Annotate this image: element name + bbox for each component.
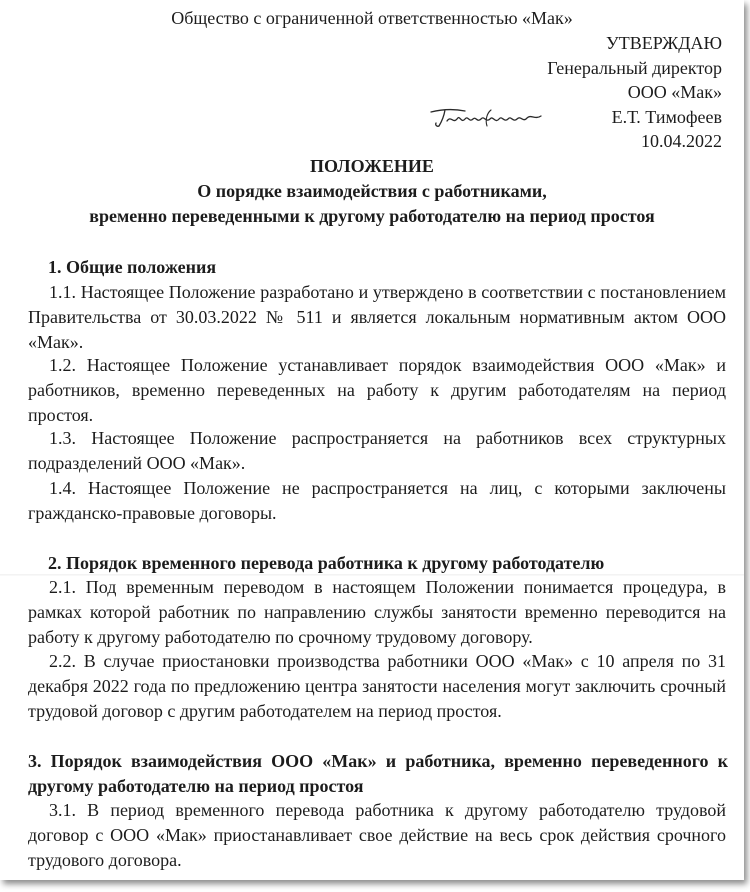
approve-word: УТВЕРЖДАЮ [605, 33, 722, 53]
paragraph-1-3: 1.3. Настоящее Положение распространяется на работников всех структурных подразделений ООО «Мак». [28, 428, 726, 473]
paragraph-2-1: 2.1. Под временным переводом в настоящем Положении понимается процедура, в рамках которой работник по направлению службы занятости временно переводится на работу к другому работодателю по срочному трудовому договору. [28, 577, 726, 647]
title-line-2: временно переведенными к другому работодателю на период простоя [89, 206, 655, 226]
document-title [0, 154, 744, 229]
paragraph-1-1: 1.1. Настоящее Положение разработано и утверждено в соответствии с постановлением Правительства от 30.03.2022 № 511 и является локальным нормативным актом ООО «Мак». [28, 282, 726, 352]
paragraph-3-1: 3.1. В период временного перевода работника к другому работодателю трудовой договор с ООО «Мак» приостанавливает свое действие на весь срок действия срочного трудового договора. [28, 800, 726, 870]
document-type: ПОЛОЖЕНИЕ [310, 156, 434, 176]
approver-company: ООО «Мак» [627, 82, 722, 102]
signature-line [547, 105, 722, 130]
paragraph-1-2: 1.2. Настоящее Положение устанавливает порядок взаимодействия ООО «Мак» и работников, временно переведенных на работу к другим работодателям на период простоя. [28, 355, 726, 425]
paragraph-1-4: 1.4. Настоящее Положение не распространяется на лиц, с которыми заключены гражданско-правовые договоры. [28, 478, 726, 523]
approval-date: 10.04.2022 [641, 131, 722, 151]
handwritten-signature [429, 106, 545, 128]
section-1-heading: 1. Общие положения [48, 257, 217, 277]
paragraph-2-2: 2.2. В случае приостановки производства работники ООО «Мак» с 10 апреля по 31 декабря 2022 года по предложению центра занятости населения могут заключить срочный трудовой договор с другим работодателем на период простоя. [28, 651, 726, 721]
approver-position: Генеральный директор [547, 57, 722, 78]
approval-block [547, 31, 722, 154]
section-3-heading: 3. Порядок взаимодействия ООО «Мак» и работника, временно переведенного к другому работодателю на период простоя [28, 751, 728, 796]
organization-name: Общество с ограниченной ответственностью «Мак» [171, 8, 573, 28]
section-2-heading: 2. Порядок временного перевода работника к другому работодателю [48, 553, 605, 573]
title-line-1: О порядке взаимодействия с работниками, [197, 181, 547, 201]
signer-name: Е.Т. Тимофеев [611, 106, 722, 127]
